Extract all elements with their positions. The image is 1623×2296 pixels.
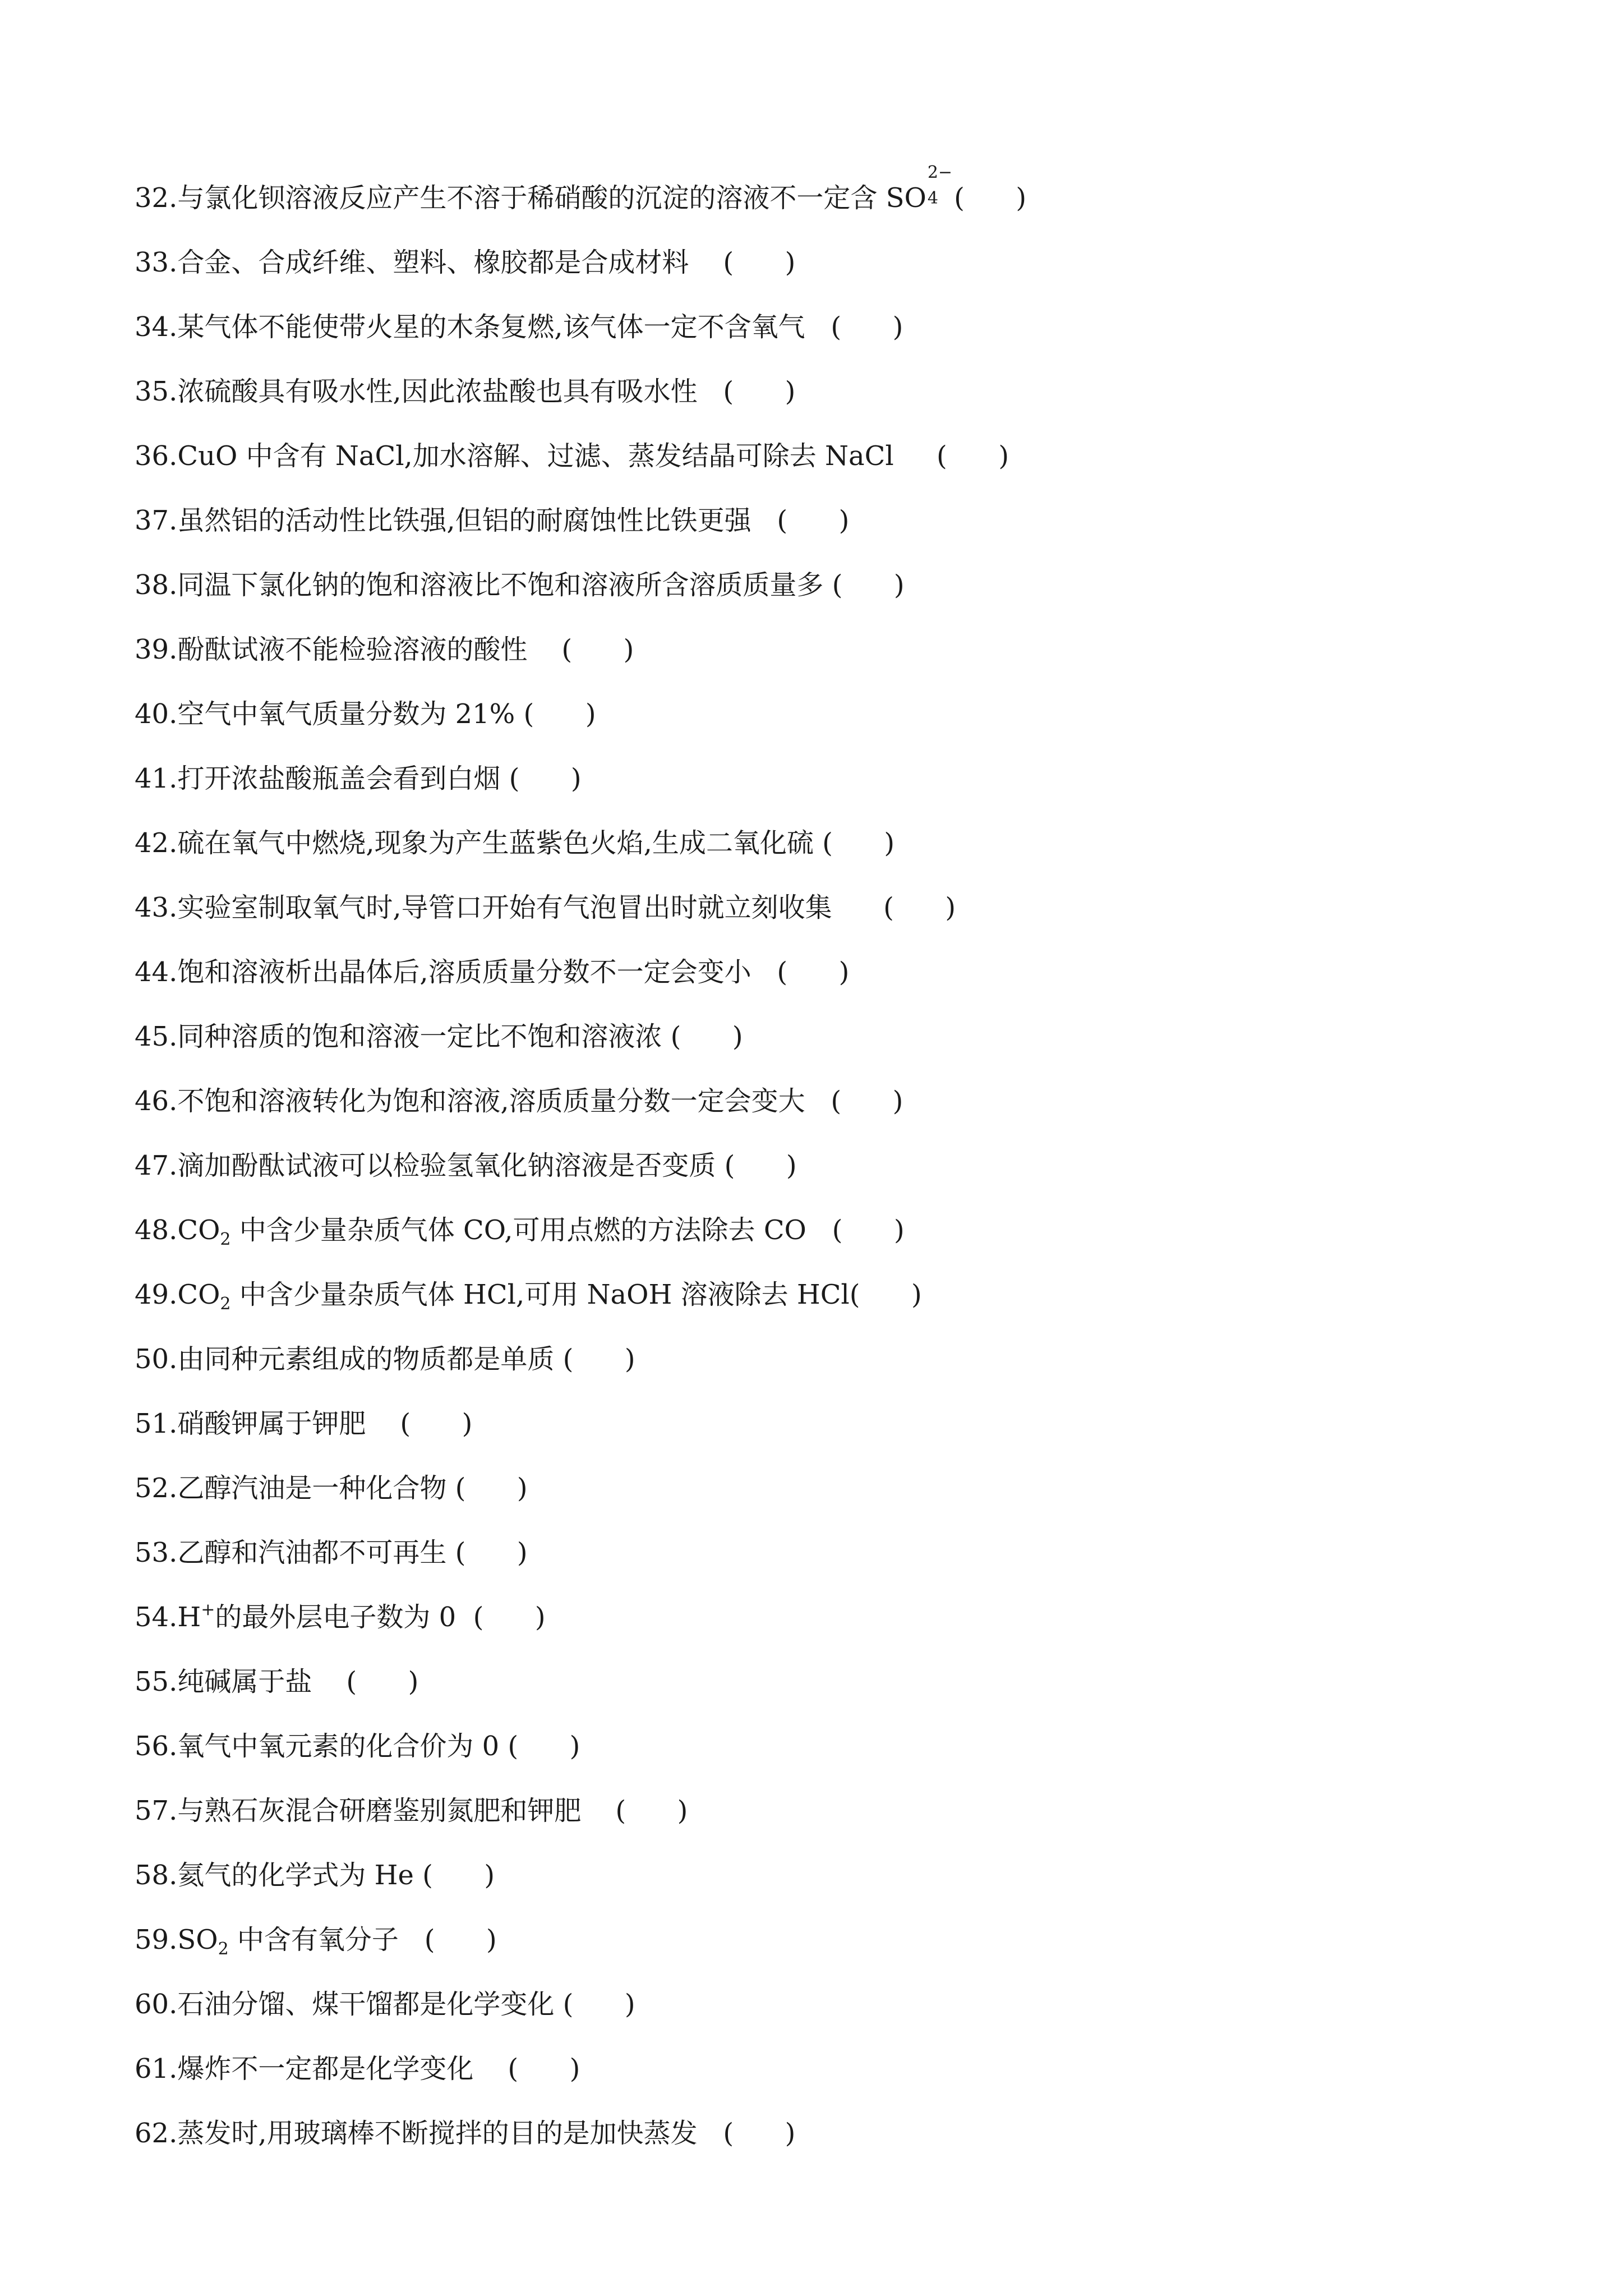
question-53: 53.乙醇和汽油都不可再生 ( ) xyxy=(135,1537,528,1568)
question-58: 58.氦气的化学式为 He ( ) xyxy=(135,1860,495,1891)
sulfate-ion-charge: 2− 4 xyxy=(927,163,953,208)
question-32 xyxy=(135,163,1537,231)
question-55: 55.纯碱属于盐 ( ) xyxy=(135,1666,419,1697)
question-50: 50.由同种元素组成的物质都是单质 ( ) xyxy=(135,1343,635,1375)
question-46: 46.不饱和溶液转化为饱和溶液,溶质质量分数一定会变大 ( ) xyxy=(135,1085,903,1117)
question-text-rest: 的最外层电子数为 0 ( ) xyxy=(215,1602,546,1633)
question-42: 42.硫在氧气中燃烧,现象为产生蓝紫色火焰,生成二氧化硫 ( ) xyxy=(135,827,895,859)
question-33: 33.合金、合成纤维、塑料、橡胶都是合成材料 ( ) xyxy=(135,247,796,278)
question-44: 44.饱和溶液析出晶体后,溶质质量分数不一定会变小 ( ) xyxy=(135,956,850,988)
question-37: 37.虽然铝的活动性比铁强,但铝的耐腐蚀性比铁更强 ( ) xyxy=(135,505,850,536)
question-text: 59.SO xyxy=(135,1924,218,1955)
question-49 xyxy=(135,1263,1537,1327)
question-text-rest: 中含少量杂质气体 HCl,可用 NaOH 溶液除去 HCl( ) xyxy=(230,1279,922,1310)
question-59 xyxy=(135,1908,1537,1972)
question-54 xyxy=(135,1585,1537,1650)
question-39: 39.酚酞试液不能检验溶液的酸性 ( ) xyxy=(135,634,634,665)
question-34: 34.某气体不能使带火星的木条复燃,该气体一定不含氧气 ( ) xyxy=(135,311,903,343)
question-48 xyxy=(135,1198,1537,1263)
question-35: 35.浓硫酸具有吸水性,因此浓盐酸也具有吸水性 ( ) xyxy=(135,376,796,407)
question-text: 48.CO xyxy=(135,1214,220,1246)
subscript: 2 xyxy=(220,1294,231,1314)
question-40: 40.空气中氧气质量分数为 21% ( ) xyxy=(135,698,596,730)
question-57: 57.与熟石灰混合研磨鉴别氮肥和钾肥 ( ) xyxy=(135,1795,688,1826)
true-false-question-list xyxy=(135,163,1537,2166)
question-text: 49.CO xyxy=(135,1279,220,1310)
question-43: 43.实验室制取氧气时,导管口开始有气泡冒出时就立刻收集 ( ) xyxy=(135,892,956,923)
question-60: 60.石油分馏、煤干馏都是化学变化 ( ) xyxy=(135,1989,635,2020)
question-62: 62.蒸发时,用玻璃棒不断搅拌的目的是加快蒸发 ( ) xyxy=(135,2118,796,2149)
question-56: 56.氧气中氧元素的化合价为 0 ( ) xyxy=(135,1731,580,1762)
question-47: 47.滴加酚酞试液可以检验氢氧化钠溶液是否变质 ( ) xyxy=(135,1150,797,1181)
question-45: 45.同种溶质的饱和溶液一定比不饱和溶液浓 ( ) xyxy=(135,1021,743,1052)
question-36: 36.CuO 中含有 NaCl,加水溶解、过滤、蒸发结晶可除去 NaCl ( ) xyxy=(135,440,1009,472)
question-52: 52.乙醇汽油是一种化合物 ( ) xyxy=(135,1473,528,1504)
question-text: 32.与氯化钡溶液反应产生不溶于稀硝酸的沉淀的溶液不一定含 SO xyxy=(135,182,926,214)
question-text-rest: 中含少量杂质气体 CO,可用点燃的方法除去 CO ( ) xyxy=(230,1214,905,1246)
subscript: 2 xyxy=(218,1939,229,1959)
question-41: 41.打开浓盐酸瓶盖会看到白烟 ( ) xyxy=(135,763,582,794)
question-text-rest: 中含有氧分子 ( ) xyxy=(228,1924,497,1955)
answer-blank: ( ) xyxy=(945,182,1027,214)
question-61: 61.爆炸不一定都是化学变化 ( ) xyxy=(135,2053,580,2085)
question-51: 51.硝酸钾属于钾肥 ( ) xyxy=(135,1408,473,1439)
subscript: 2 xyxy=(220,1230,231,1249)
question-text: 54.H xyxy=(135,1602,201,1633)
superscript: + xyxy=(201,1600,215,1619)
question-38: 38.同温下氯化钠的饱和溶液比不饱和溶液所含溶质质量多 ( ) xyxy=(135,569,905,601)
